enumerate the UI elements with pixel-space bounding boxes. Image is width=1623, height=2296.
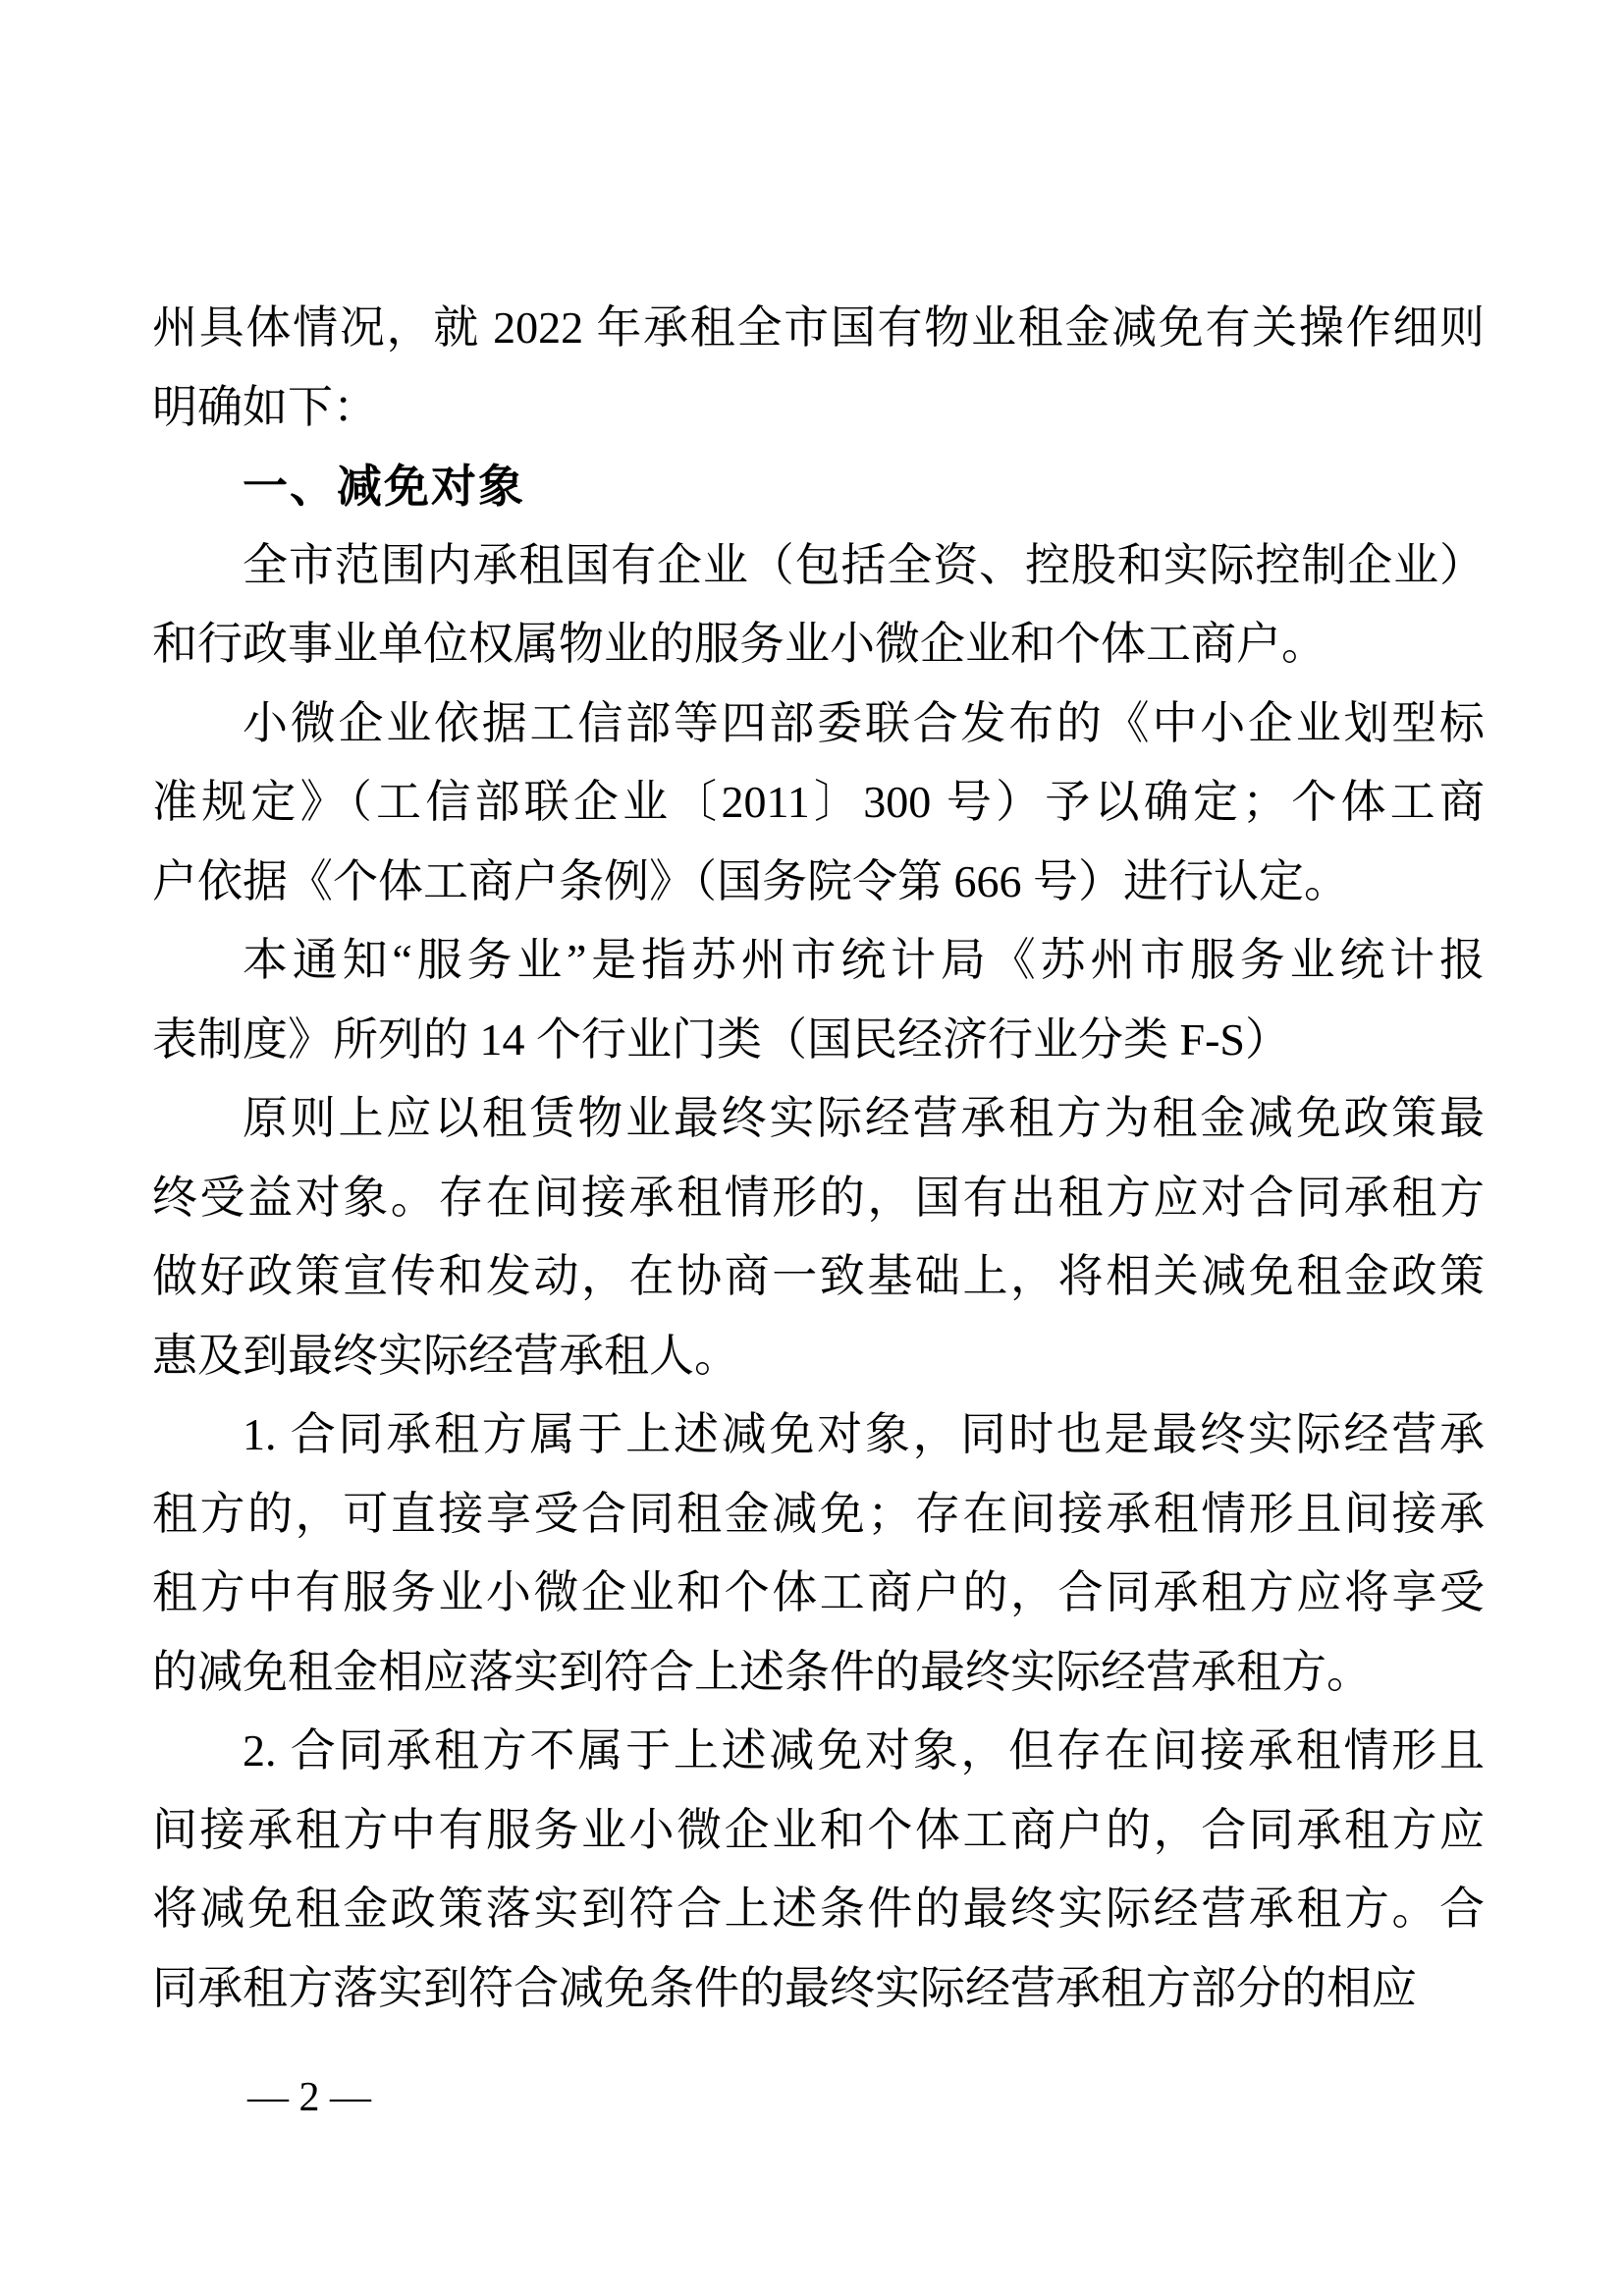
text-line: 户依据《个体工商户条例》（国务院令第 666 号）进行认定。: [152, 855, 1349, 906]
text-line: 州具体情况，就 2022 年承租全市国有物业租金减免有关操作细则: [152, 302, 1485, 353]
text-line: 租方的，可直接享受合同租金减免；存在间接承租情形且间接承: [152, 1488, 1485, 1539]
text-line: 表制度》所列的 14 个行业门类（国民经济行业分类 F-S）: [152, 1013, 1290, 1065]
text-line: 惠及到最终实际经营承租人。: [152, 1330, 739, 1381]
text-line: 做好政策宣传和发动，在协商一致基础上，将相关减免租金政策: [152, 1251, 1485, 1301]
text-line: 间接承租方中有服务业小微企业和个体工商户的，合同承租方应: [152, 1804, 1485, 1855]
text-line: 租方中有服务业小微企业和个体工商户的，合同承租方应将享受: [152, 1567, 1485, 1617]
document-body: [152, 289, 1485, 2028]
text-line: 明确如下：: [152, 381, 378, 432]
text-line: 本通知“服务业”是指苏州市统计局《苏州市服务业统计报: [243, 935, 1485, 985]
text-line: 和行政事业单位权属物业的服务业小微企业和个体工商户。: [152, 619, 1326, 669]
text-line: 2. 合同承租方不属于上述减免对象，但存在间接承租情形且: [243, 1725, 1485, 1776]
text-line: 全市范围内承租国有企业（包括全资、控股和实际控制企业）: [243, 539, 1485, 590]
text-line: 原则上应以租赁物业最终实际经营承租方为租金减免政策最: [243, 1093, 1485, 1143]
text-line: 终受益对象。存在间接承租情形的，国有出租方应对合同承租方: [152, 1172, 1485, 1223]
text-line: 将减免租金政策落实到符合上述条件的最终实际经营承租方。合: [152, 1884, 1485, 1934]
text-line: 小微企业依据工信部等四部委联合发布的《中小企业划型标: [243, 697, 1485, 748]
section-heading: 一、减免对象: [243, 461, 525, 512]
page-number: — 2 —: [247, 2075, 371, 2120]
text-line: 准规定》（工信部联企业〔2011〕300 号）予以确定；个体工商: [152, 777, 1485, 827]
text-line: 1. 合同承租方属于上述减免对象，同时也是最终实际经营承: [243, 1409, 1485, 1459]
text-line: 同承租方落实到符合减免条件的最终实际经营承租方部分的相应: [152, 1962, 1417, 2013]
text-line: 的减免租金相应落实到符合上述条件的最终实际经营承租方。: [152, 1646, 1372, 1697]
